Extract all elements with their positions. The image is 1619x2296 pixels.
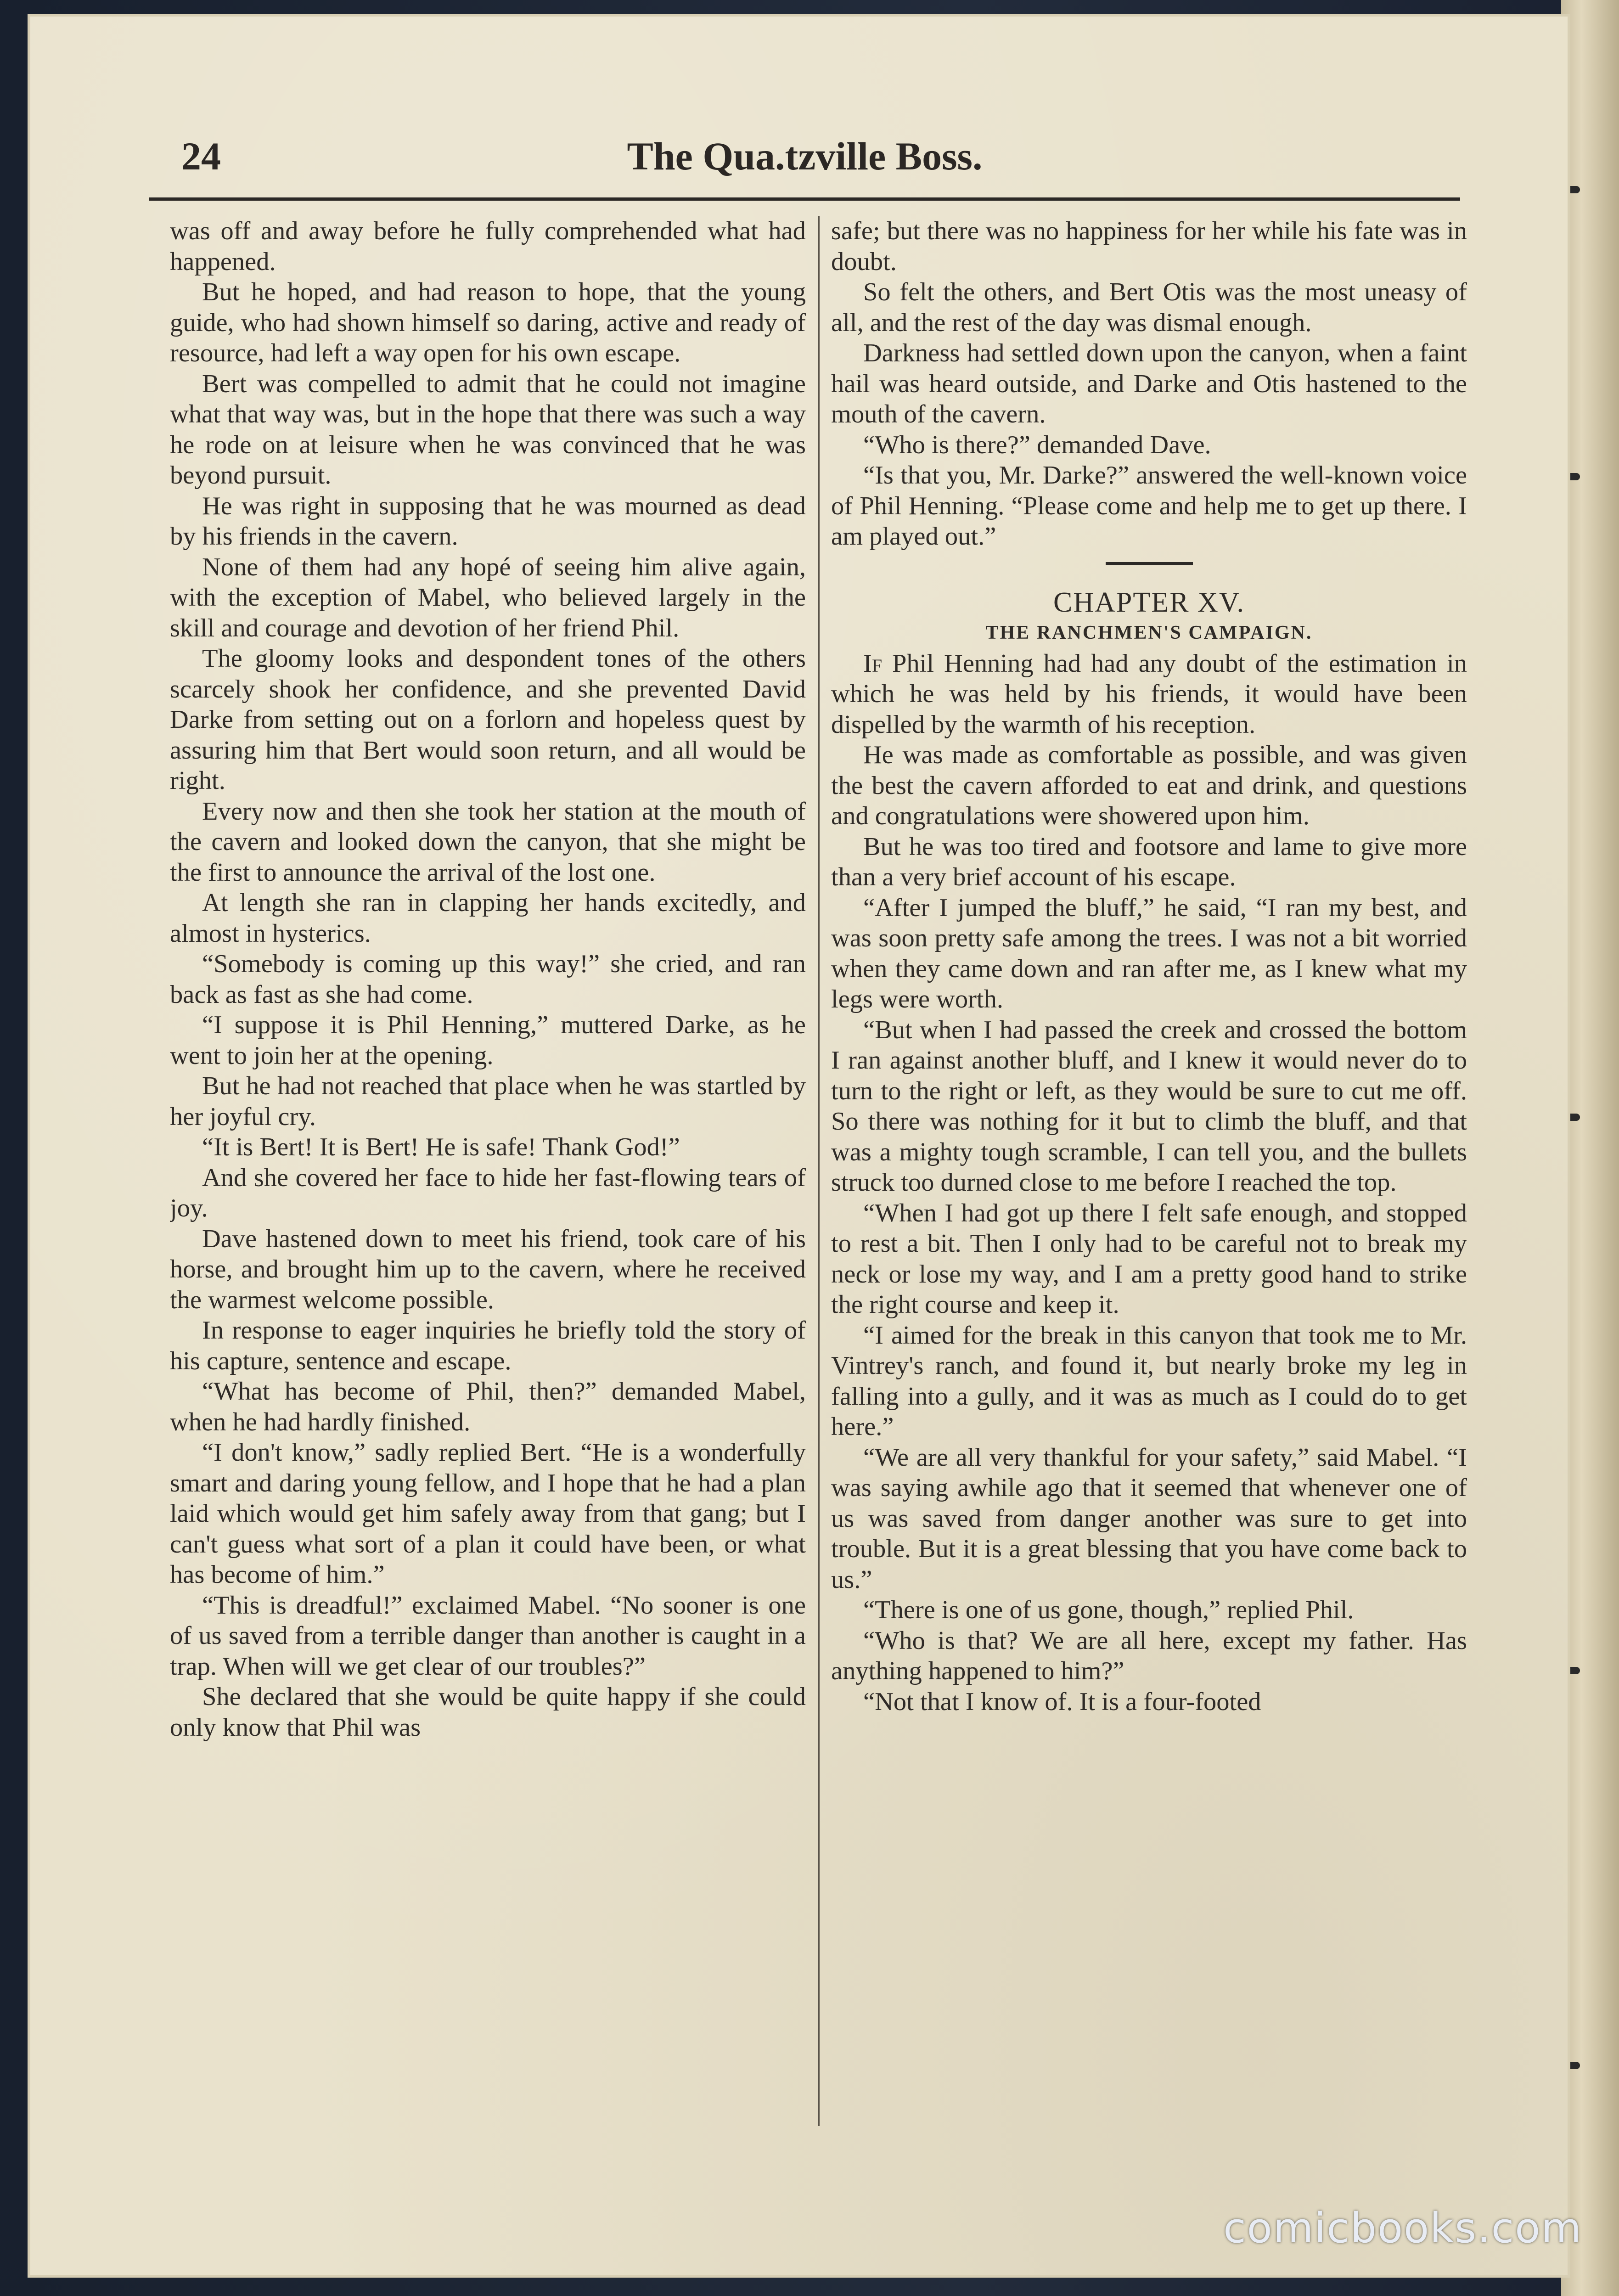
running-title: The Qua.tzville Boss.: [627, 134, 983, 178]
paragraph: In response to eager inquiries he briefly told the story of his capture, sentence and escape.: [170, 1316, 806, 1375]
paragraph: “This is dreadful!” exclaimed Mabel. “No sooner is one of us saved from a terrible danger than another is caught in a trap. When will we get clear of our troubles?”: [170, 1591, 806, 1681]
paragraph: was off and away before he fully comprehended what had happened.: [170, 217, 806, 276]
page-header: [149, 129, 1460, 201]
paragraph: “It is Bert! It is Bert! He is safe! Thank God!”: [202, 1133, 680, 1161]
paragraph: “I aimed for the break in this canyon that took me to Mr. Vintrey's ranch, and found it, but nearly broke my leg in falling into a gully, and it was as much as I could do to get here.”: [831, 1321, 1467, 1441]
chapter-subtitle: THE RANCHMEN'S CAMPAIGN.: [985, 622, 1313, 643]
paragraph: “I suppose it is Phil Henning,” muttered Darke, as he went to join her at the opening.: [170, 1011, 806, 1070]
chapter-first-paragraph-text: Phil Henning had had any doubt of the estimation in which he was held by his friends, it would have been dispelled by the warmth of his reception.: [831, 649, 1467, 739]
paragraph: But he hoped, and had reason to hope, that the young guide, who had shown himself so daring, active and ready of resource, had left a way open for his own escape.: [170, 278, 806, 367]
paragraph: At length she ran in clapping her hands excitedly, and almost in hysterics.: [170, 889, 806, 948]
paragraph: safe; but there was no happiness for her while his fate was in doubt.: [831, 217, 1467, 276]
paragraph: And she covered her face to hide her fast-flowing tears of joy.: [170, 1163, 806, 1222]
paragraph: Every now and then she took her station at the mouth of the cavern and looked down the canyon, that she might be the first to announce the arrival of the lost one.: [170, 797, 806, 887]
watermark: comicbooks.com: [1223, 2204, 1582, 2252]
paragraph: “Somebody is coming up this way!” she cried, and ran back as fast as she had come.: [170, 950, 806, 1009]
right-column: [831, 216, 1467, 2126]
section-rule: [1106, 562, 1193, 565]
column-divider: [818, 216, 820, 2126]
paragraph: “There is one of us gone, though,” replied Phil.: [863, 1596, 1354, 1624]
paragraph: “Who is that? We are all here, except my father. Has anything happened to him?”: [831, 1626, 1467, 1685]
paragraph: Bert was compelled to admit that he could not imagine what that way was, but in the hope that there was such a way he rode on at leisure when he was convinced that he was beyond pursuit.: [170, 369, 806, 490]
paragraph: But he was too tired and footsore and lame to give more than a very brief account of his escape.: [831, 832, 1467, 891]
page-number: 24: [181, 134, 221, 178]
paragraph: “After I jumped the bluff,” he said, “I ran my best, and was soon pretty safe among the trees. I was not a bit worried when they came down and ran after me, as I knew what my legs were worth.: [831, 893, 1467, 1013]
paragraph: “We are all very thankful for your safety,” said Mabel. “I was saying awhile ago that it seemed that whenever one of us was saved from danger another was sure to get into trouble. But it is a great blessing that you have come back to us.”: [831, 1443, 1467, 1594]
paragraph: The gloomy looks and despondent tones of the others scarcely shook her confidence, and she prevented David Darke from setting out on a forlorn and hopeless quest by assuring him that Bert would soon return, and all would be right.: [170, 644, 806, 795]
paragraph: Dave hastened down to meet his friend, took care of his horse, and brought him up to the cavern, where he received the warmest welcome possible.: [170, 1224, 806, 1314]
paragraph: “What has become of Phil, then?” demanded Mabel, when he had hardly finished.: [170, 1377, 806, 1436]
paragraph: Darkness had settled down upon the canyon, when a faint hail was heard outside, and Darke and Otis hastened to the mouth of the cavern.: [831, 339, 1467, 428]
paragraph: “Who is there?” demanded Dave.: [863, 430, 1211, 459]
paragraph: So felt the others, and Bert Otis was the most uneasy of all, and the rest of the day was dismal enough.: [831, 278, 1467, 337]
right-column-after-chapter: [831, 740, 1467, 1717]
paragraph: He was right in supposing that he was mourned as dead by his friends in the cavern.: [170, 491, 806, 551]
paragraph: She declared that she would be quite happy if she could only know that Phil was: [170, 1683, 806, 1742]
chapter-first-paragraph: [831, 648, 1467, 740]
paragraph: “But when I had passed the creek and crossed the bottom I ran against another bluff, and I knew it would never do to turn to the right or left, as they would be sure to cut me off. So there was nothing for it but to climb the bluff, and that was a mighty tough scramble, I can tell you, and the bullets struck too durned close to me before I reached the top.: [831, 1015, 1467, 1197]
left-column: [170, 216, 806, 2126]
chapter-lead-word: If: [863, 649, 883, 678]
paragraph: But he had not reached that place when he was startled by her joyful cry.: [170, 1072, 806, 1131]
paragraph: None of them had any hopé of seeing him alive again, with the exception of Mabel, who believed largely in the skill and courage and devotion of her friend Phil.: [170, 552, 806, 642]
paragraph: He was made as comfortable as possible, and was given the best the cavern afforded to eat and drink, and questions and congratulations were showered upon him.: [831, 741, 1467, 830]
paragraph: “I don't know,” sadly replied Bert. “He is a wonderfully smart and daring young fellow, and I hope that he had a plan laid which would get him safely away from that gang; but I can't guess what sort of a plan it could have been, or what has become of him.”: [170, 1438, 806, 1589]
paragraph: “When I had got up there I felt safe enough, and stopped to rest a bit. Then I only had to be careful not to break my neck or lose my way, and I am a pretty good hand to strike the right course and keep it.: [831, 1199, 1467, 1319]
paragraph: “Is that you, Mr. Darke?” answered the well-known voice of Phil Henning. “Please come and help me to get up there. I am played out.”: [831, 461, 1467, 551]
right-column-before-chapter: [831, 216, 1467, 552]
paragraph: “Not that I know of. It is a four-footed: [863, 1687, 1261, 1716]
chapter-title: CHAPTER XV.: [1053, 586, 1245, 618]
